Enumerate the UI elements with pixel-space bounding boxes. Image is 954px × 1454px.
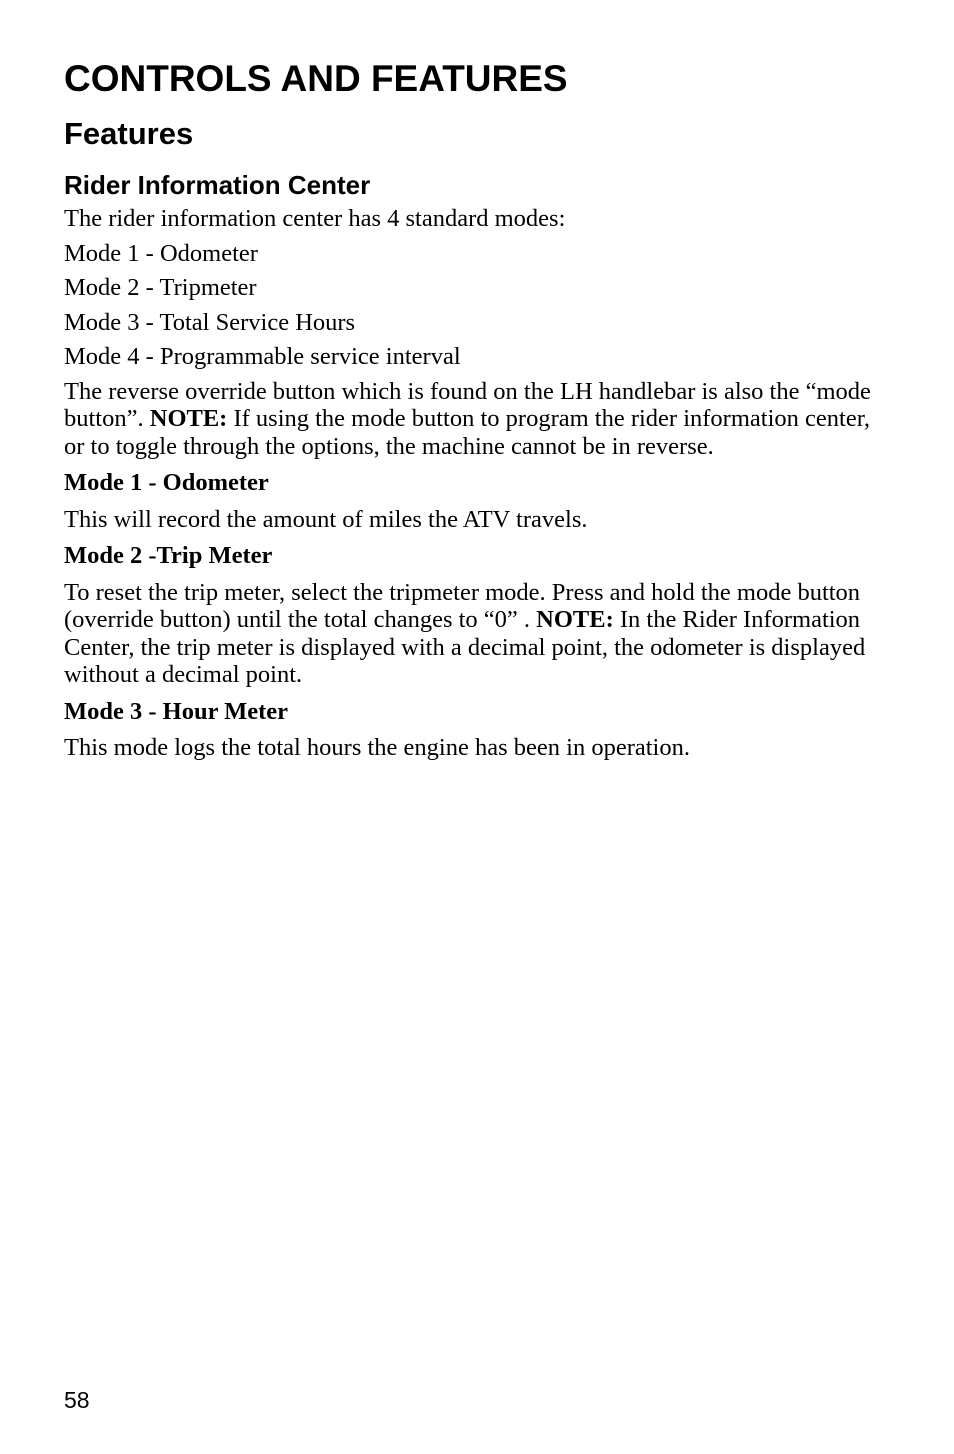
odometer-paragraph: This will record the amount of miles the ATV travels. <box>64 505 588 533</box>
hour-meter-heading: Mode 3 - Hour Meter <box>64 697 289 725</box>
trip-meter-heading: Mode 2 -Trip Meter <box>64 542 273 569</box>
body-text <box>64 205 884 771</box>
subsection-title: Features <box>64 116 194 151</box>
hour-meter-paragraph: This mode logs the total hours the engine has been in operation. <box>64 734 690 761</box>
override-paragraph <box>64 378 884 461</box>
note-label: NOTE: <box>149 405 228 432</box>
odometer-heading: Mode 1 - Odometer <box>64 469 269 496</box>
note-label: NOTE: <box>536 606 614 633</box>
mode-list-item: Mode 4 - Programmable service interval <box>64 343 461 370</box>
page-number: 58 <box>64 1387 90 1413</box>
topic-title: Rider Information Center <box>64 170 371 200</box>
mode-list-item: Mode 1 - Odometer <box>64 239 258 267</box>
trip-meter-paragraph <box>64 579 884 689</box>
override-text-after: If using the mode button to program the rider information center, or to toggle through the options, the machine cannot be in reverse. <box>64 405 870 460</box>
intro-paragraph: The rider information center has 4 standard modes: <box>64 205 566 232</box>
mode-list-item: Mode 2 - Tripmeter <box>64 274 257 301</box>
trip-meter-text-before: To reset the trip meter, select the tripmeter mode. Press and hold the mode button (override button) until the total changes to “0” . <box>64 578 861 633</box>
override-text-before: The reverse override button which is found on the LH handlebar is also the “mode button”. <box>64 377 871 432</box>
section-title: CONTROLS AND FEATURES <box>64 58 568 99</box>
trip-meter-text-after: In the Rider Information Center, the trip meter is displayed with a decimal point, the odometer is displayed without a decimal point. <box>64 606 866 688</box>
mode-list-item: Mode 3 - Total Service Hours <box>64 308 356 336</box>
